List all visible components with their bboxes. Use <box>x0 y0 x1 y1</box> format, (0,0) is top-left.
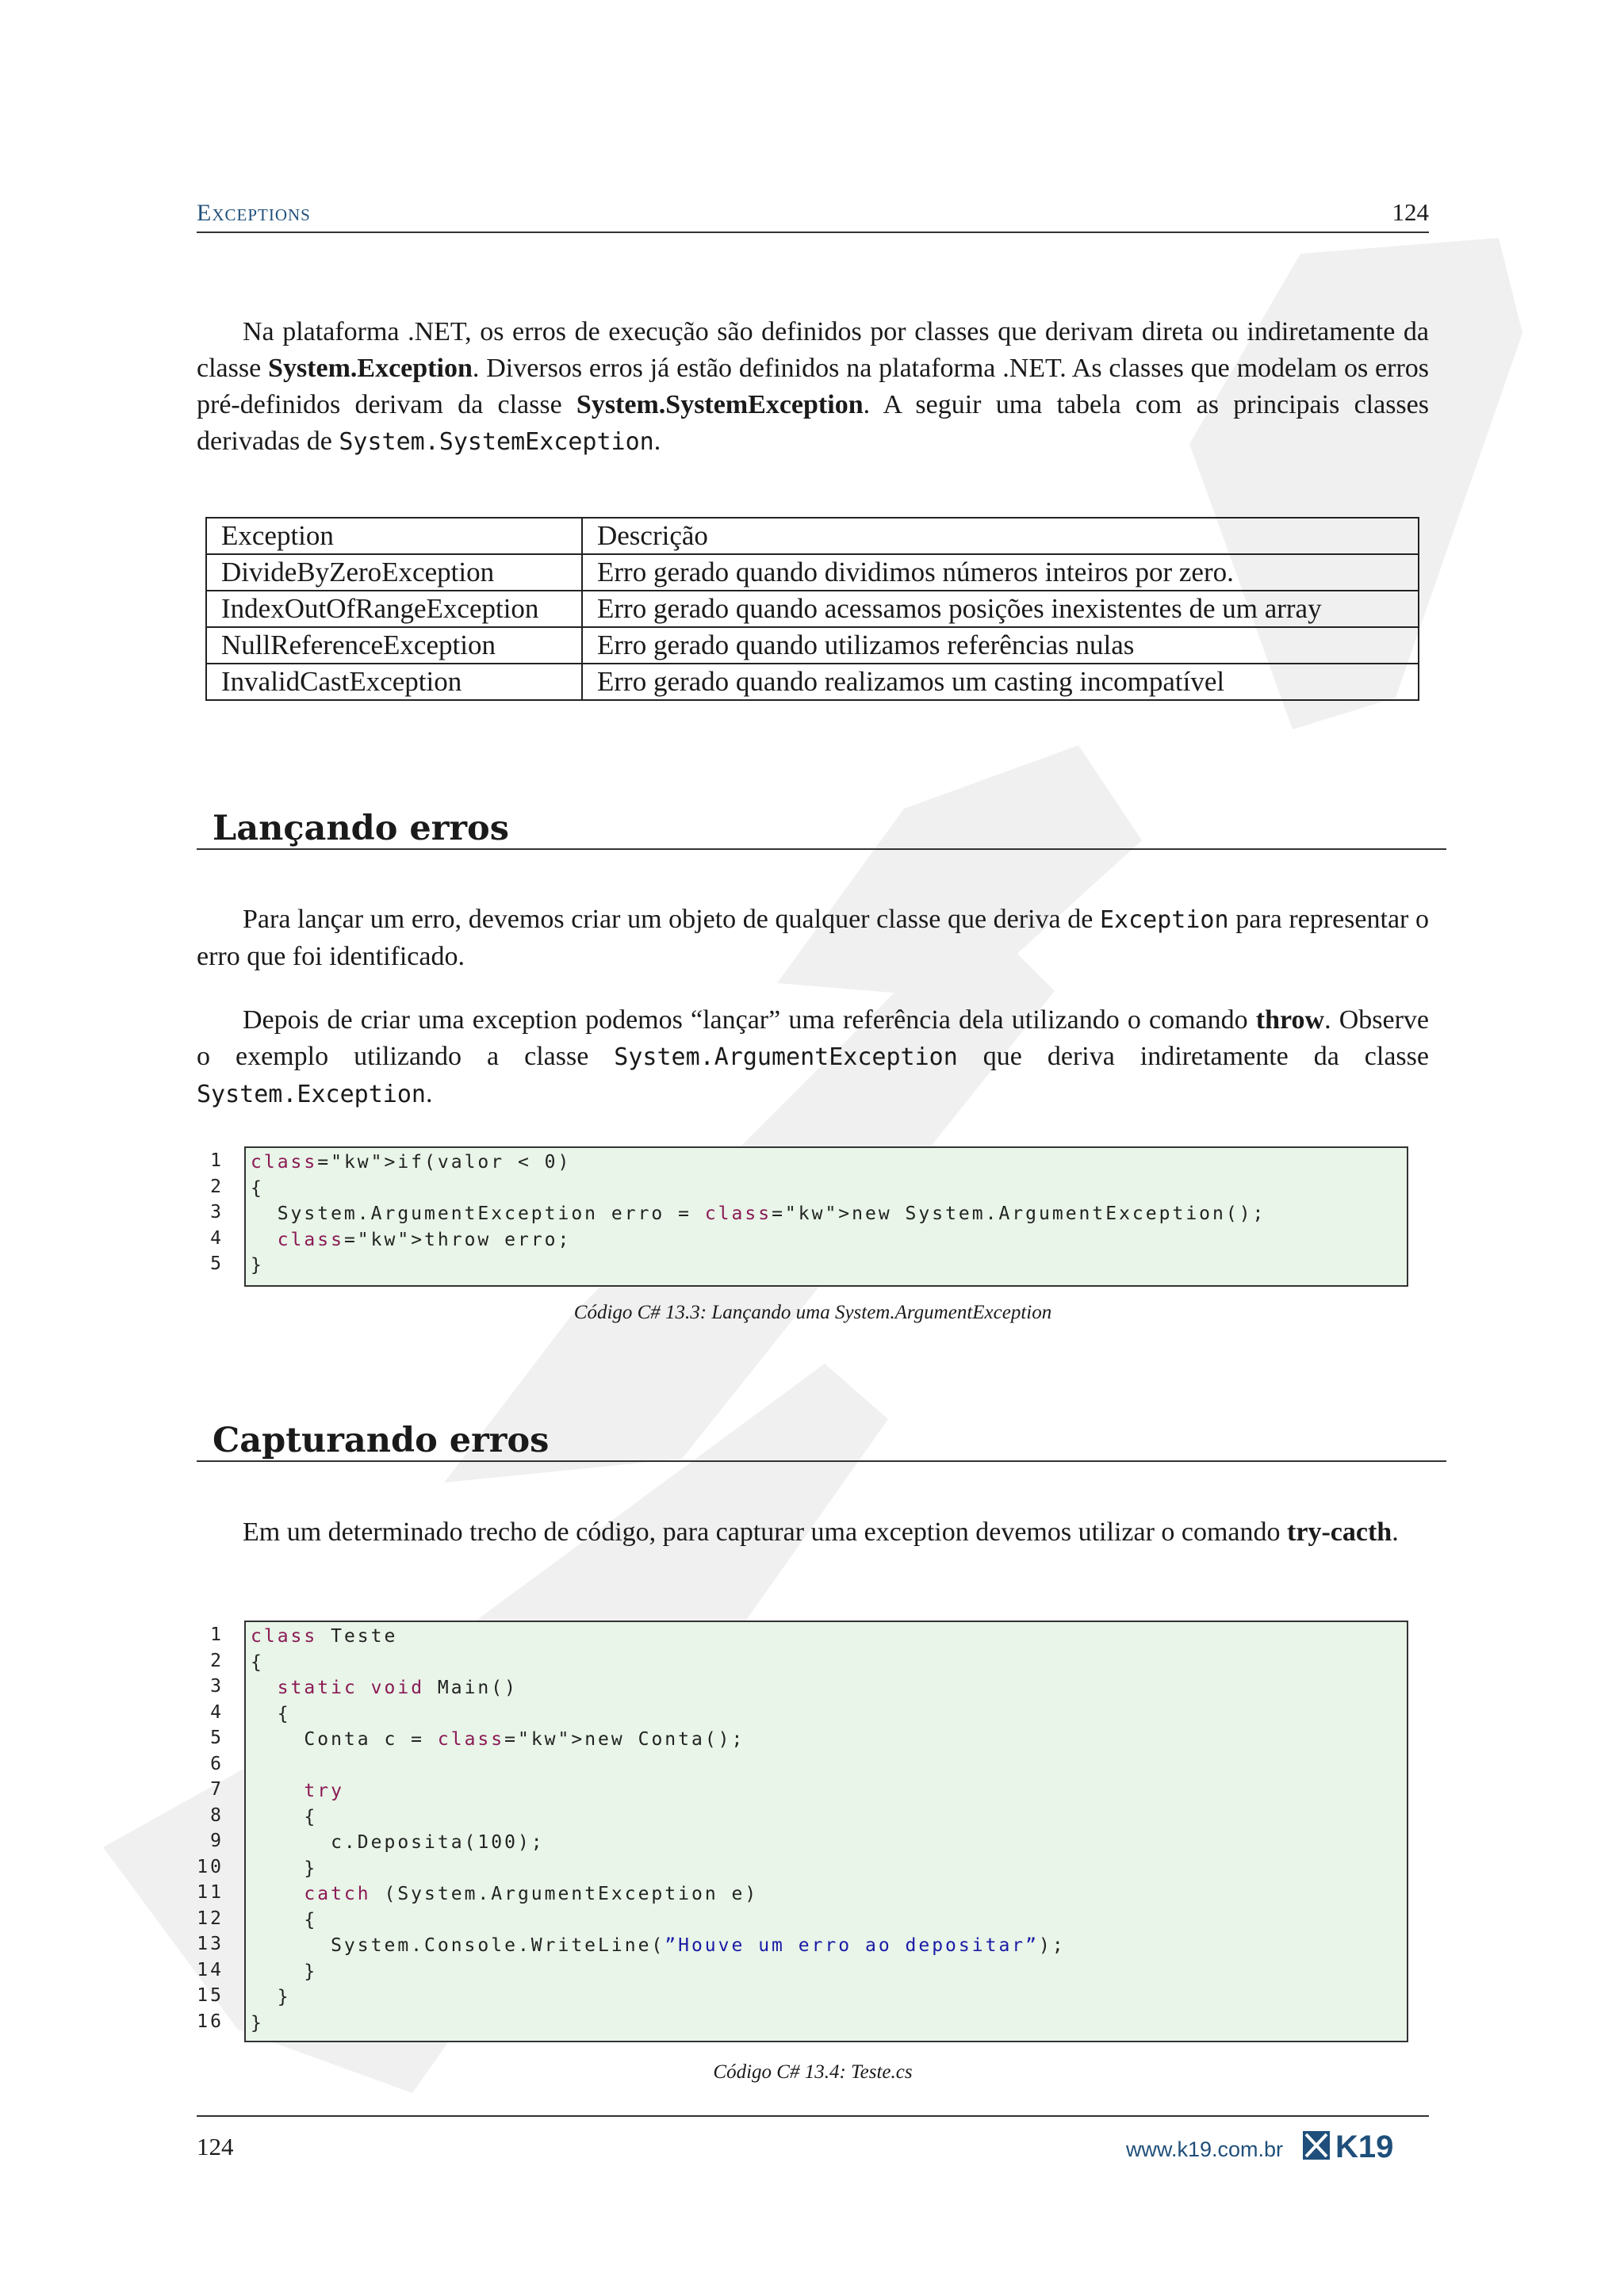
intro-paragraph: Na plataforma .NET, os erros de execução são definidos por classes que derivam direta ou indiretamente da classe System.Exception. Diversos erros já estão definidos na plataforma .NET. As classes que modelam os erros pré-definidos derivam da classe System.SystemException. A seguir uma tabela com as principais classes derivadas de System.SystemException. <box>197 317 1429 456</box>
code-line: { <box>251 1909 318 1931</box>
line-number: 2 <box>210 1650 224 1671</box>
line-numbers <box>197 1148 224 1277</box>
code-line: class="kw">if(valor < 0) <box>251 1152 572 1173</box>
code-line: System.ArgumentException erro = class="kw">new System.ArgumentException(); <box>251 1203 1266 1224</box>
table-cell: NullReferenceException <box>206 627 582 664</box>
code-line: System.Console.WriteLine(”Houve um erro ao depositar”); <box>251 1935 1066 1956</box>
footer-url-link[interactable]: www.k19.com.br <box>1125 2137 1283 2161</box>
section2-paragraph-1: Em um determinado trecho de código, para capturar uma exception devemos utilizar o comando try-cacth. <box>243 1517 1399 1547</box>
line-number: 1 <box>210 1150 224 1171</box>
table-row <box>206 591 1419 627</box>
line-number: 3 <box>210 1202 224 1223</box>
line-number: 2 <box>210 1176 224 1197</box>
table-cell: Erro gerado quando realizamos um casting incompatível <box>582 664 1419 700</box>
code-line: static void Main() <box>277 1678 518 1698</box>
code-caption-1: Código C# 13.3: Lançando uma System.ArgumentException <box>573 1302 1052 1323</box>
code-line: { <box>251 1806 318 1827</box>
code-caption-2: Código C# 13.4: Teste.cs <box>713 2061 913 2083</box>
code-line: Conta c = class="kw">new Conta(); <box>251 1729 745 1750</box>
table-row <box>206 664 1419 700</box>
code-line: { <box>251 1177 264 1199</box>
k19-logo-icon <box>1302 2128 1429 2163</box>
line-numbers <box>197 1622 224 2034</box>
line-number: 4 <box>210 1701 224 1723</box>
line-number: 6 <box>210 1753 224 1774</box>
section1-paragraph-2: Depois de criar uma exception podemos “lançar” uma referência dela utilizando o comando throw. Observe o exemplo utilizando a classe System.ArgumentException que deriva indiretamente da classe System.Exception. <box>197 1005 1429 1108</box>
line-number: 9 <box>210 1831 224 1851</box>
line-number: 14 <box>197 1959 224 1980</box>
code-line: class="kw">throw erro; <box>277 1229 572 1250</box>
code-line: catch (System.ArgumentException e) <box>304 1884 759 1904</box>
line-number: 5 <box>210 1728 224 1748</box>
table-cell: InvalidCastException <box>206 664 582 700</box>
table-cell: IndexOutOfRangeException <box>206 591 582 627</box>
line-number: 11 <box>197 1882 224 1903</box>
line-number: 10 <box>197 1856 224 1877</box>
table-cell: Descrição <box>582 518 1419 554</box>
code-line: class Teste <box>251 1626 398 1647</box>
footer-page-number: 124 <box>197 2133 234 2160</box>
table-row <box>206 554 1419 591</box>
line-number: 12 <box>197 1908 224 1929</box>
footer-rule <box>197 2115 1429 2117</box>
section-title-lancando: Lançando erros <box>197 804 1446 850</box>
code-line: } <box>251 2012 264 2034</box>
table-cell: Erro gerado quando acessamos posições inexistentes de um array <box>582 591 1419 627</box>
table-cell: Erro gerado quando dividimos números inteiros por zero. <box>582 554 1419 591</box>
table-cell: DivideByZeroException <box>206 554 582 591</box>
table-cell: Erro gerado quando utilizamos referências nulas <box>582 627 1419 664</box>
line-number: 5 <box>210 1253 224 1274</box>
section1-paragraph-1: Para lançar um erro, devemos criar um objeto de qualquer classe que deriva de Exception para representar o erro que foi identificado. <box>197 905 1429 971</box>
code-line: } <box>251 1987 291 2007</box>
table-row <box>206 627 1419 664</box>
line-number: 7 <box>210 1779 224 1800</box>
line-number: 3 <box>210 1676 224 1697</box>
line-number: 16 <box>197 2011 224 2032</box>
line-number: 15 <box>197 1985 224 2006</box>
line-number: 13 <box>197 1934 224 1954</box>
line-number: 4 <box>210 1227 224 1249</box>
exceptions-table <box>205 517 1419 701</box>
code-line <box>246 1753 1407 1779</box>
chapter-title: Exceptions <box>197 200 311 226</box>
code-line: c.Deposita(100); <box>251 1832 545 1853</box>
line-number: 1 <box>210 1624 224 1645</box>
svg-text:K19: K19 <box>1335 2130 1394 2163</box>
code-line: { <box>251 1651 264 1673</box>
code-listing <box>244 1621 1408 2042</box>
header-page-number: 124 <box>1392 198 1429 226</box>
code-line: try <box>304 1781 344 1801</box>
line-number: 8 <box>210 1804 224 1826</box>
running-header <box>197 197 1429 233</box>
table-header-row <box>206 518 1419 554</box>
code-line: } <box>251 1255 264 1276</box>
code-line: } <box>251 1961 318 1982</box>
table-cell: Exception <box>206 518 582 554</box>
code-line: { <box>251 1703 291 1724</box>
code-listing <box>244 1146 1408 1287</box>
section-title-capturando: Capturando erros <box>197 1416 1446 1462</box>
code-line: } <box>251 1858 318 1879</box>
